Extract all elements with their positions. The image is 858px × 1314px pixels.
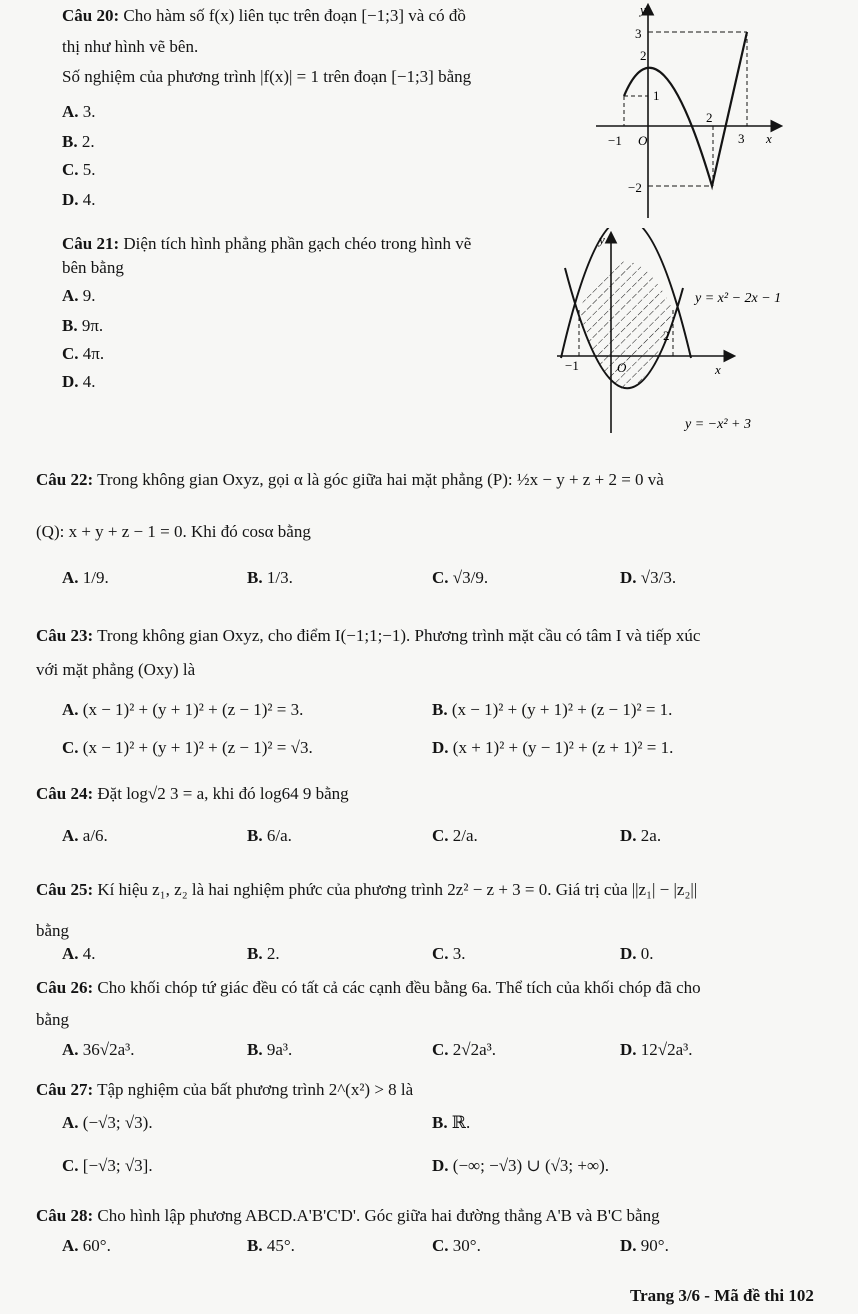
question-24-choice-b[interactable]: B. 6/a.: [247, 826, 292, 845]
x-tick-2: 2: [706, 110, 713, 125]
question-20-choice-c[interactable]: C. 5.: [62, 160, 96, 179]
question-27-choice-a[interactable]: A. (−√3; √3).: [62, 1113, 153, 1132]
question-28-choice-d[interactable]: D. 90°.: [620, 1236, 669, 1255]
origin-label: O: [638, 133, 648, 148]
question-28-choice-b[interactable]: B. 45°.: [247, 1236, 295, 1255]
question-23-line-1: [36, 626, 700, 646]
question-25-line-1: [36, 880, 697, 900]
f1-label: y = x² − 2x − 1: [695, 291, 782, 306]
question-23-choice-b[interactable]: B. (x − 1)² + (y + 1)² + (z − 1)² = 1.: [432, 700, 673, 719]
question-22-label: Câu 22:: [36, 470, 94, 489]
question-26-choice-b[interactable]: B. 9a³.: [247, 1040, 293, 1059]
question-25-choice-b[interactable]: B. 2.: [247, 944, 280, 963]
question-21-text-1: Diện tích hình phẳng phần gạch chéo trong hình vẽ: [123, 234, 472, 253]
question-27-choice-b[interactable]: B. ℝ.: [432, 1113, 471, 1132]
page-footer: Trang 3/6 - Mã đề thi 102: [630, 1286, 814, 1305]
tick-minus-2: −2: [628, 180, 642, 195]
f2-label: y = −x² + 3: [685, 417, 751, 432]
question-20-label: Câu 20:: [62, 6, 120, 25]
question-25-line-2: bằng: [36, 921, 70, 940]
question-27-line-1: [36, 1080, 413, 1100]
question-26-choice-c[interactable]: C. 2√2a³.: [432, 1040, 497, 1059]
question-22-choice-d[interactable]: D. √3/3.: [620, 568, 677, 587]
question-20-line-2: thị như hình vẽ bên.: [62, 37, 199, 56]
question-25-text-1: Kí hiệu z₁, z₂ là hai nghiệm phức của phương trình 2z² − z + 3 = 0. Giá trị của ||z₁| − |z₂||: [97, 880, 698, 899]
question-23-line-2: với mặt phẳng (Oxy) là: [36, 660, 196, 679]
question-27-choice-d[interactable]: D. (−∞; −√3) ∪ (√3; +∞).: [432, 1156, 610, 1175]
question-25-choice-c[interactable]: C. 3.: [432, 944, 466, 963]
question-21-graph: [555, 228, 825, 438]
question-20-choice-d[interactable]: D. 4.: [62, 190, 96, 209]
question-24-choice-a[interactable]: A. a/6.: [62, 826, 108, 845]
question-27-choice-c[interactable]: C. [−√3; √3].: [62, 1156, 153, 1175]
question-24-label: Câu 24:: [36, 784, 94, 803]
question-23-label: Câu 23:: [36, 626, 94, 645]
question-23-choice-d[interactable]: D. (x + 1)² + (y − 1)² + (z + 1)² = 1.: [432, 738, 674, 757]
question-24-choice-d[interactable]: D. 2a.: [620, 826, 662, 845]
question-28-line-1: [36, 1206, 660, 1226]
question-22-line-1: [36, 470, 664, 490]
question-26-label: Câu 26:: [36, 978, 94, 997]
question-28-choice-c[interactable]: C. 30°.: [432, 1236, 481, 1255]
question-23-choice-c[interactable]: C. (x − 1)² + (y + 1)² + (z − 1)² = √3.: [62, 738, 313, 757]
question-28-label: Câu 28:: [36, 1206, 94, 1225]
question-27-text-1: Tập nghiệm của bất phương trình 2^(x²) > 8 là: [97, 1080, 414, 1099]
x-tick-2: 2: [663, 328, 670, 343]
question-28-text-1: Cho hình lập phương ABCD.A'B'C'D'. Góc giữa hai đường thẳng A'B và B'C bằng: [97, 1206, 660, 1225]
question-24-text-1: Đặt log√2 3 = a, khi đó log64 9 bằng: [97, 784, 349, 803]
question-20-line-1: [62, 6, 466, 26]
question-21-choice-a[interactable]: A. 9.: [62, 286, 96, 305]
tick-3: 3: [635, 26, 642, 41]
question-23-choice-a[interactable]: A. (x − 1)² + (y + 1)² + (z − 1)² = 3.: [62, 700, 304, 719]
x-tick-3: 3: [738, 131, 745, 146]
question-20-text-1: Cho hàm số f(x) liên tục trên đoạn [−1;3] và có đồ: [123, 6, 466, 25]
origin-label: O: [617, 360, 627, 375]
tick-minus-1: −1: [608, 133, 622, 148]
question-23-text-1: Trong không gian Oxyz, cho điểm I(−1;1;−1). Phương trình mặt cầu có tâm I và tiếp xúc: [97, 626, 701, 645]
question-20-graph: [590, 0, 790, 222]
question-20-choice-b[interactable]: B. 2.: [62, 132, 95, 151]
x-tick-minus-1: −1: [565, 358, 579, 373]
question-25-choice-a[interactable]: A. 4.: [62, 944, 96, 963]
question-20-line-3: Số nghiệm của phương trình |f(x)| = 1 trên đoạn [−1;3] bằng: [62, 67, 472, 86]
question-25-label: Câu 25:: [36, 880, 94, 899]
y-label: y: [599, 232, 605, 247]
question-26-line-2: bằng: [36, 1010, 70, 1029]
x-label: x: [715, 362, 721, 377]
question-21-line-1: [62, 234, 471, 254]
question-27-label: Câu 27:: [36, 1080, 94, 1099]
x-label: x: [766, 131, 772, 146]
question-26-choice-a[interactable]: A. 36√2a³.: [62, 1040, 135, 1059]
question-28-choice-a[interactable]: A. 60°.: [62, 1236, 111, 1255]
question-22-choice-c[interactable]: C. √3/9.: [432, 568, 489, 587]
question-22-choice-b[interactable]: B. 1/3.: [247, 568, 293, 587]
question-26-choice-d[interactable]: D. 12√2a³.: [620, 1040, 693, 1059]
question-22-choice-a[interactable]: A. 1/9.: [62, 568, 109, 587]
question-21-line-2: bên bằng: [62, 258, 124, 277]
tick-1: 1: [653, 88, 660, 103]
question-26-text-1: Cho khối chóp tứ giác đều có tất cả các cạnh đều bằng 6a. Thể tích của khối chóp đã cho: [97, 978, 701, 997]
tick-2: 2: [640, 48, 647, 63]
question-21-choice-b[interactable]: B. 9π.: [62, 316, 104, 335]
question-24-choice-c[interactable]: C. 2/a.: [432, 826, 478, 845]
question-24-line-1: [36, 784, 349, 804]
question-21-choice-c[interactable]: C. 4π.: [62, 344, 105, 363]
question-22-line-2: (Q): x + y + z − 1 = 0. Khi đó cosα bằng: [36, 522, 311, 541]
question-21-label: Câu 21:: [62, 234, 120, 253]
question-21-choice-d[interactable]: D. 4.: [62, 372, 96, 391]
question-26-line-1: [36, 978, 701, 998]
question-22-text-1: Trong không gian Oxyz, gọi α là góc giữa hai mặt phẳng (P): ½x − y + z + 2 = 0 và: [97, 470, 664, 489]
question-25-choice-d[interactable]: D. 0.: [620, 944, 654, 963]
y-label: y: [640, 2, 646, 17]
question-20-choice-a[interactable]: A. 3.: [62, 102, 96, 121]
